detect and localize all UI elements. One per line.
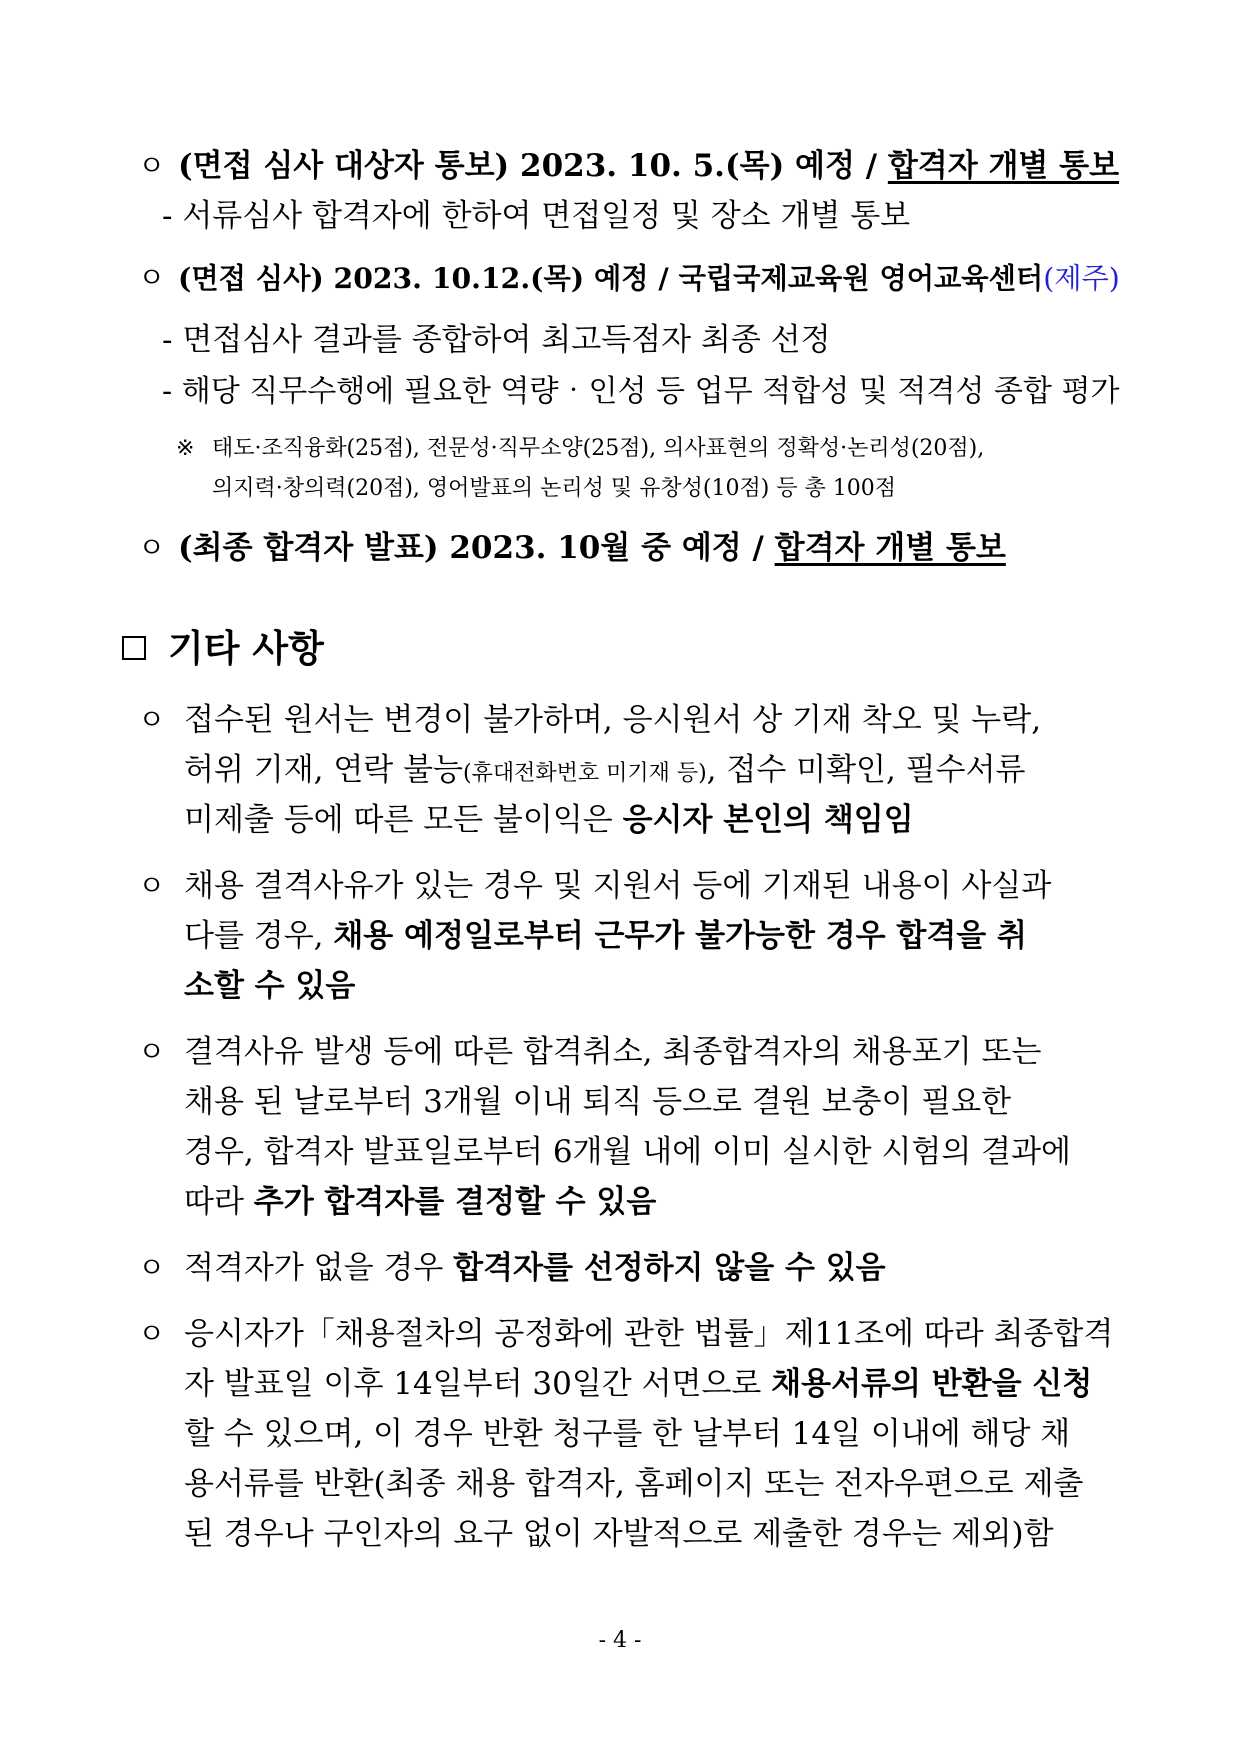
p1-line3-bold: 응시자 본인의 책임임 [622,802,914,838]
interview-evaluation-detail: - 해당 직무수행에 필요한 역량‧인성 등 업무 적합성 및 적격성 종합 평가 [162,374,1120,409]
bullet-circle: ㅇ [138,703,166,736]
individual-notice-text: 합격자 개별 통보 [887,148,1120,184]
p5-line1: 응시자가「채용절차의 공정화에 관한 법률」제11조에 따라 최종합격 [184,1316,1114,1352]
interview-location-jeju: (제주) [1043,262,1120,295]
p1-line2-text: 허위 기재, 연락 불능 [184,752,463,788]
bullet-circle: ㅇ [138,1251,166,1284]
section-square-icon [122,636,146,660]
p5-line2-bold: 채용서류의 반환을 신청 [771,1366,1093,1402]
final-announcement-heading: (최종 합격자 발표) 2023. 10월 중 예정 / [178,530,775,566]
interview-notice-detail: - 서류심사 합격자에 한하여 면접일정 및 장소 개별 통보 [162,198,911,234]
p3-line1: 결격사유 발생 등에 따른 합격취소, 최종합격자의 채용포기 또는 [184,1034,1042,1070]
p5-line2-text: 자 발표일 이후 14일부터 30일간 서면으로 [184,1366,772,1402]
p1-line1: 접수된 원서는 변경이 불가하며, 응시원서 상 기재 착오 및 누락, [184,702,1042,738]
bullet-circle: ㅇ [138,1035,166,1068]
p2-line2-text: 다를 경우, [184,918,334,954]
p5-line2 [184,1364,1092,1404]
p3-line4 [184,1182,656,1222]
final-announcement-line [178,528,1006,568]
p1-line2-rest: , 접수 미확인, 필수서류 [706,752,1026,788]
p5-line4: 용서류를 반환(최종 채용 합격자, 홈페이지 또는 전자우편으로 제출 [184,1466,1084,1502]
p2-line2-bold: 채용 예정일로부터 근무가 불가능한 경우 합격을 취 [333,918,1027,954]
p1-line2-small: (휴대전화번호 미기재 등) [462,761,707,786]
bullet-circle: ㅇ [138,869,166,902]
p1-line3-text: 미제출 등에 따른 모든 불이익은 [184,802,623,838]
p2-line3: 소할 수 있음 [184,968,356,1004]
p5-line5: 된 경우나 구인자의 요구 없이 자발적으로 제출한 경우는 제외)함 [184,1516,1054,1552]
page-number: - 4 - [598,1628,642,1653]
p2-line2 [184,916,1027,956]
p1-line3 [184,800,914,840]
p2-line1: 채용 결격사유가 있는 경우 및 지원서 등에 기재된 내용이 사실과 [184,868,1052,904]
reference-mark: ※ [176,436,195,461]
section-title: 기타 사항 [168,626,324,670]
bullet-circle: ㅇ [138,261,166,294]
scoring-note-line2: 의지력·창의력(20점), 영어발표의 논리성 및 유창성(10점) 등 총 100점 [212,476,897,501]
p4-line1 [184,1248,886,1288]
scoring-note-line1: 태도·조직융화(25점), 전문성·직무소양(25점), 의사표현의 정확성·논리성(20점), [212,436,985,461]
p1-line2 [184,750,1025,794]
interview-heading: (면접 심사) 2023. 10.12.(목) 예정 / 국립국제교육원 영어교육센터 [178,261,1044,295]
bullet-circle: ㅇ [138,149,166,182]
interview-line [178,258,1120,299]
p3-line4-text: 따라 [184,1184,254,1220]
p4-line1-text: 적격자가 없을 경우 [184,1250,454,1286]
interview-selection-detail: - 면접심사 결과를 종합하여 최고득점자 최종 선정 [162,322,831,358]
p3-line2: 채용 된 날로부터 3개월 이내 퇴직 등으로 결원 보충이 필요한 [184,1084,1012,1120]
p3-line4-bold: 추가 합격자를 결정할 수 있음 [253,1184,657,1220]
p4-line1-bold: 합격자를 선정하지 않을 수 있음 [453,1250,886,1286]
interview-notice-heading: (면접 심사 대상자 통보) 2023. 10. 5.(목) 예정 / [178,148,888,184]
interview-notice-line [178,146,1119,186]
bullet-circle: ㅇ [138,531,166,564]
p5-line3: 할 수 있으며, 이 경우 반환 청구를 한 날부터 14일 이내에 해당 채 [184,1416,1071,1452]
p3-line3: 경우, 합격자 발표일로부터 6개월 내에 이미 실시한 시험의 결과에 [184,1134,1072,1170]
individual-notice-text: 합격자 개별 통보 [774,530,1006,566]
bullet-circle: ㅇ [138,1317,166,1350]
